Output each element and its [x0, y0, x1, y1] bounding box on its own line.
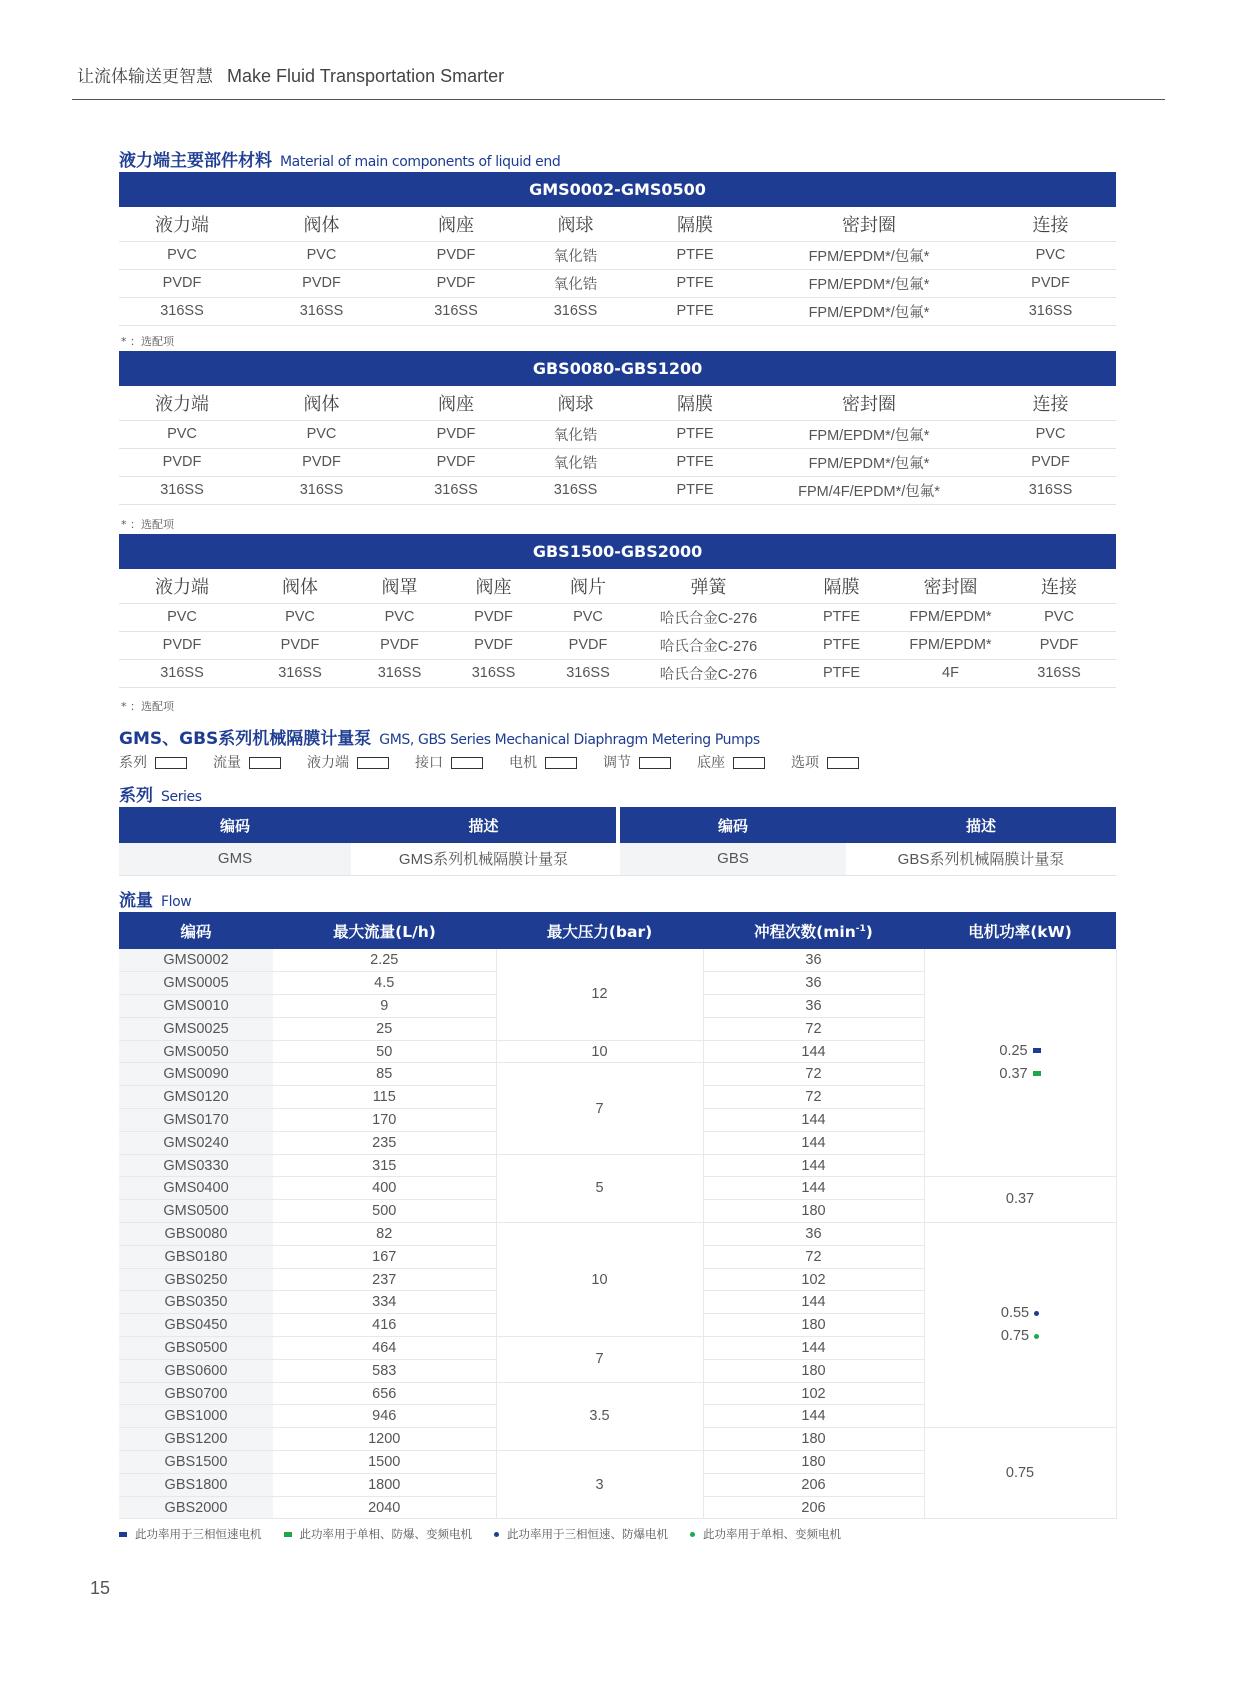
stroke-rate: 72 [703, 1063, 924, 1086]
selector-box [827, 757, 859, 769]
model-range-band: GBS0080-GBS1200 [119, 351, 1116, 386]
stroke-exponent: -1 [855, 923, 866, 934]
model-code: GBS0350 [119, 1291, 273, 1314]
model-code: GMS0170 [119, 1109, 273, 1132]
model-code: GBS1200 [119, 1428, 273, 1451]
model-code: GMS0120 [119, 1086, 273, 1109]
material-cell: PVDF [355, 631, 444, 659]
material-header: 阀片 [543, 569, 633, 603]
model-code: GBS1000 [119, 1405, 273, 1428]
stroke-rate: 180 [703, 1200, 924, 1223]
model-code: GMS0050 [119, 1040, 273, 1063]
power-value [925, 1462, 1116, 1485]
power-value [925, 1325, 1116, 1348]
material-cell: 氧化锆 [514, 420, 637, 448]
material-cell: FPM/EPDM*/包氟* [753, 420, 985, 448]
table-row [119, 659, 1116, 687]
material-cell: 316SS [245, 297, 398, 325]
model-code: GMS0330 [119, 1154, 273, 1177]
material-cell: FPM/4F/EPDM*/包氟* [753, 476, 985, 504]
selector-item [119, 752, 187, 772]
material-header: 隔膜 [637, 207, 753, 241]
legend-text: 此功率用于三相恒速、防爆电机 [507, 1527, 668, 1541]
stroke-rate: 144 [703, 1154, 924, 1177]
stroke-rate: 206 [703, 1473, 924, 1496]
selector-label: 接口 [415, 755, 443, 771]
stroke-label-close: ) [865, 922, 873, 941]
material-cell: PVDF [398, 448, 514, 476]
max-flow: 1800 [273, 1473, 496, 1496]
stroke-rate: 102 [703, 1382, 924, 1405]
stroke-rate: 144 [703, 1177, 924, 1200]
model-code: GBS0500 [119, 1337, 273, 1360]
header-divider [72, 99, 1165, 100]
selector-label: 系列 [119, 755, 147, 771]
series-title [119, 781, 202, 806]
legend-item [494, 1526, 668, 1542]
material-header: 连接 [985, 207, 1116, 241]
max-pressure: 7 [496, 1063, 703, 1154]
max-flow: 500 [273, 1200, 496, 1223]
dot-marker-icon [1034, 1311, 1039, 1316]
selector-item [213, 752, 281, 772]
stroke-rate: 72 [703, 1017, 924, 1040]
series-code-gms: GMS [119, 843, 351, 875]
materials-title [119, 146, 560, 171]
dot-marker-icon [1034, 1334, 1039, 1339]
table-row [119, 476, 1116, 504]
material-cell: PVC [1002, 603, 1116, 631]
selector-item [697, 752, 765, 772]
motor-power [924, 949, 1116, 1177]
material-cell: FPM/EPDM* [899, 631, 1002, 659]
material-cell: 316SS [119, 659, 245, 687]
model-code: GBS0250 [119, 1268, 273, 1291]
material-cell: PVDF [119, 631, 245, 659]
material-header: 隔膜 [637, 386, 753, 420]
page-header [77, 62, 504, 87]
model-code: GBS1500 [119, 1451, 273, 1474]
material-cell: PTFE [637, 476, 753, 504]
material-cell: PVDF [119, 269, 245, 297]
material-header: 密封圈 [899, 569, 1002, 603]
max-flow: 2.25 [273, 949, 496, 972]
material-cell: PVC [119, 420, 245, 448]
selector-label: 液力端 [307, 755, 349, 771]
materials-table-gms [119, 172, 1116, 326]
table-row [119, 949, 1116, 972]
flow-title [119, 886, 191, 911]
motor-power [924, 1177, 1116, 1223]
series-desc-gms: GMS系列机械隔膜计量泵 [351, 843, 616, 875]
material-cell: 316SS [514, 476, 637, 504]
pumps-title-cn: GMS、GBS系列机械隔膜计量泵 [119, 729, 372, 749]
series-title-cn: 系列 [119, 786, 153, 806]
material-cell: 316SS [245, 476, 398, 504]
dot-marker-icon [494, 1532, 499, 1537]
material-cell: PVDF [1002, 631, 1116, 659]
material-cell: PVC [245, 241, 398, 269]
material-cell: FPM/EPDM* [899, 603, 1002, 631]
stroke-rate: 144 [703, 1291, 924, 1314]
flow-title-en: Flow [161, 894, 192, 910]
selector-box [249, 757, 281, 769]
series-header-desc: 描述 [351, 807, 616, 843]
selector-label: 底座 [697, 755, 725, 771]
square-marker-icon [119, 1532, 127, 1537]
max-flow: 82 [273, 1223, 496, 1246]
legend-text: 此功率用于单相、防爆、变频电机 [299, 1527, 472, 1541]
material-cell: PTFE [784, 631, 899, 659]
table-row [119, 631, 1116, 659]
flow-table [119, 912, 1117, 1519]
table-row [119, 603, 1116, 631]
material-cell: PVDF [398, 241, 514, 269]
material-cell: PTFE [637, 448, 753, 476]
max-pressure: 12 [496, 949, 703, 1040]
material-header: 液力端 [119, 207, 245, 241]
selector-box [357, 757, 389, 769]
material-cell: PVDF [245, 448, 398, 476]
material-cell: 316SS [119, 476, 245, 504]
material-cell: 氧化锆 [514, 448, 637, 476]
series-header-code: 编码 [119, 807, 351, 843]
selector-label: 流量 [213, 755, 241, 771]
max-pressure: 3.5 [496, 1382, 703, 1450]
material-cell: PVDF [985, 448, 1116, 476]
material-cell: 316SS [514, 297, 637, 325]
material-cell: PTFE [637, 297, 753, 325]
model-code: GMS0400 [119, 1177, 273, 1200]
material-header: 阀座 [398, 207, 514, 241]
material-cell: 氧化锆 [514, 269, 637, 297]
max-flow: 315 [273, 1154, 496, 1177]
model-code: GBS0600 [119, 1359, 273, 1382]
model-code-selector [119, 752, 885, 772]
stroke-rate: 206 [703, 1496, 924, 1519]
table-row [119, 269, 1116, 297]
material-cell: 316SS [398, 476, 514, 504]
max-pressure: 5 [496, 1154, 703, 1222]
flow-header-max-flow: 最大流量(L/h) [273, 912, 496, 949]
material-cell: PVDF [985, 269, 1116, 297]
model-range-band: GMS0002-GMS0500 [119, 172, 1116, 207]
stroke-rate: 36 [703, 1223, 924, 1246]
power-text: 0.25 [999, 1042, 1028, 1059]
table-row [119, 1223, 1116, 1246]
material-cell: PTFE [637, 420, 753, 448]
flow-header-stroke [703, 912, 924, 949]
max-flow: 50 [273, 1040, 496, 1063]
selector-label: 调节 [603, 755, 631, 771]
max-flow: 85 [273, 1063, 496, 1086]
max-pressure: 7 [496, 1337, 703, 1383]
max-flow: 334 [273, 1291, 496, 1314]
material-header: 阀座 [398, 386, 514, 420]
material-header: 阀罩 [355, 569, 444, 603]
materials-table-gbs-large [119, 534, 1116, 688]
table-row [119, 448, 1116, 476]
material-cell: FPM/EPDM*/包氟* [753, 448, 985, 476]
material-cell: PVDF [444, 603, 543, 631]
model-code: GBS0080 [119, 1223, 273, 1246]
power-value [925, 1302, 1116, 1325]
optional-note: * ：选配项 [121, 335, 174, 348]
stroke-rate: 144 [703, 1040, 924, 1063]
optional-note: * ：选配项 [121, 700, 174, 713]
power-value [925, 1188, 1116, 1211]
series-header-code: 编码 [620, 807, 846, 843]
material-cell: FPM/EPDM*/包氟* [753, 297, 985, 325]
max-flow: 656 [273, 1382, 496, 1405]
material-header: 液力端 [119, 569, 245, 603]
model-code: GMS0240 [119, 1131, 273, 1154]
material-header: 阀球 [514, 386, 637, 420]
max-flow: 1500 [273, 1451, 496, 1474]
material-cell: PVC [119, 241, 245, 269]
material-header: 密封圈 [753, 207, 985, 241]
selector-box [545, 757, 577, 769]
material-cell: PVDF [119, 448, 245, 476]
stroke-rate: 102 [703, 1268, 924, 1291]
material-cell: 316SS [245, 659, 355, 687]
series-desc-gbs: GBS系列机械隔膜计量泵 [846, 843, 1116, 875]
max-pressure: 10 [496, 1040, 703, 1063]
square-marker-icon [284, 1532, 292, 1537]
material-cell: PVC [543, 603, 633, 631]
model-code: GMS0090 [119, 1063, 273, 1086]
selector-item [509, 752, 577, 772]
model-code: GMS0025 [119, 1017, 273, 1040]
model-code: GMS0002 [119, 949, 273, 972]
material-cell: PVC [985, 420, 1116, 448]
material-cell: 316SS [985, 297, 1116, 325]
selector-item [791, 752, 859, 772]
stroke-rate: 144 [703, 1337, 924, 1360]
selector-label: 电机 [509, 755, 537, 771]
legend-item [284, 1526, 473, 1542]
header-cn: 让流体输送更智慧 [77, 67, 213, 87]
motor-power [924, 1428, 1116, 1519]
legend-text: 此功率用于单相、变频电机 [703, 1527, 841, 1541]
material-cell: PVC [245, 603, 355, 631]
legend-item [690, 1526, 841, 1542]
legend-item [119, 1526, 262, 1542]
series-code-gbs: GBS [620, 843, 846, 875]
stroke-rate: 144 [703, 1405, 924, 1428]
flow-header-max-pressure: 最大压力(bar) [496, 912, 703, 949]
dot-marker-icon [690, 1532, 695, 1537]
series-title-en: Series [161, 789, 202, 805]
material-cell: 316SS [444, 659, 543, 687]
material-header: 密封圈 [753, 386, 985, 420]
material-cell: PVDF [444, 631, 543, 659]
power-text: 0.37 [1005, 1191, 1035, 1208]
power-text: 0.37 [999, 1065, 1028, 1082]
material-cell: PTFE [637, 241, 753, 269]
table-row [119, 420, 1116, 448]
material-header: 液力端 [119, 386, 245, 420]
max-flow: 946 [273, 1405, 496, 1428]
page-number: 15 [90, 1578, 111, 1598]
max-pressure: 3 [496, 1451, 703, 1519]
selector-item [415, 752, 483, 772]
stroke-rate: 180 [703, 1314, 924, 1337]
material-cell: 316SS [355, 659, 444, 687]
stroke-rate: 36 [703, 995, 924, 1018]
material-header: 阀座 [444, 569, 543, 603]
material-cell: 氧化锆 [514, 241, 637, 269]
stroke-rate: 180 [703, 1359, 924, 1382]
stroke-rate: 144 [703, 1131, 924, 1154]
material-header: 阀体 [245, 207, 398, 241]
model-code: GBS0180 [119, 1245, 273, 1268]
material-cell: PVDF [398, 269, 514, 297]
material-cell: PTFE [784, 603, 899, 631]
stroke-rate: 72 [703, 1245, 924, 1268]
stroke-rate: 180 [703, 1428, 924, 1451]
power-legend [119, 1526, 863, 1542]
header-en: Make Fluid Transportation Smarter [227, 66, 505, 86]
material-cell: 316SS [1002, 659, 1116, 687]
model-code: GBS0700 [119, 1382, 273, 1405]
max-flow: 416 [273, 1314, 496, 1337]
power-value [925, 1063, 1116, 1086]
material-header: 阀体 [245, 569, 355, 603]
material-cell: 4F [899, 659, 1002, 687]
series-table [119, 807, 1116, 876]
material-cell: PVDF [245, 269, 398, 297]
max-flow: 464 [273, 1337, 496, 1360]
motor-power [924, 1223, 1116, 1428]
material-header: 弹簧 [633, 569, 784, 603]
selector-box [639, 757, 671, 769]
stroke-rate: 36 [703, 972, 924, 995]
material-cell: FPM/EPDM*/包氟* [753, 269, 985, 297]
table-row [119, 241, 1116, 269]
materials-table-gbs-small [119, 351, 1116, 505]
table-row [119, 297, 1116, 325]
max-flow: 400 [273, 1177, 496, 1200]
material-cell: 316SS [985, 476, 1116, 504]
max-flow: 235 [273, 1131, 496, 1154]
stroke-rate: 144 [703, 1109, 924, 1132]
selector-item [603, 752, 671, 772]
material-header: 连接 [985, 386, 1116, 420]
selector-item [307, 752, 389, 772]
selector-box [733, 757, 765, 769]
material-cell: PVDF [543, 631, 633, 659]
square-marker-icon [1033, 1071, 1041, 1076]
material-cell: PVC [985, 241, 1116, 269]
power-text: 0.75 [1000, 1328, 1030, 1345]
model-code: GMS0005 [119, 972, 273, 995]
material-cell: PVC [245, 420, 398, 448]
max-flow: 4.5 [273, 972, 496, 995]
model-code: GBS1800 [119, 1473, 273, 1496]
stroke-rate: 36 [703, 949, 924, 972]
pumps-title-en: GMS, GBS Series Mechanical Diaphragm Metering Pumps [379, 732, 760, 748]
max-flow: 115 [273, 1086, 496, 1109]
material-header: 阀体 [245, 386, 398, 420]
material-cell: 哈氏合金C-276 [633, 631, 784, 659]
max-flow: 1200 [273, 1428, 496, 1451]
series-header-desc: 描述 [846, 807, 1116, 843]
material-cell: FPM/EPDM*/包氟* [753, 241, 985, 269]
max-flow: 2040 [273, 1496, 496, 1519]
stroke-rate: 180 [703, 1451, 924, 1474]
power-value [925, 1040, 1116, 1063]
material-header: 隔膜 [784, 569, 899, 603]
selector-box [451, 757, 483, 769]
selector-label: 选项 [791, 755, 819, 771]
model-code: GBS2000 [119, 1496, 273, 1519]
stroke-label: 冲程次数(min [754, 922, 856, 941]
material-header: 阀球 [514, 207, 637, 241]
model-range-band: GBS1500-GBS2000 [119, 534, 1116, 569]
material-cell: PTFE [784, 659, 899, 687]
stroke-rate: 72 [703, 1086, 924, 1109]
flow-header-code: 编码 [119, 912, 273, 949]
pumps-title [119, 724, 760, 749]
materials-title-cn: 液力端主要部件材料 [119, 151, 272, 171]
power-text: 0.75 [1005, 1464, 1035, 1481]
flow-header-power: 电机功率(kW) [924, 912, 1116, 949]
max-flow: 583 [273, 1359, 496, 1382]
max-flow: 170 [273, 1109, 496, 1132]
legend-text: 此功率用于三相恒速电机 [135, 1527, 262, 1541]
flow-title-cn: 流量 [119, 891, 153, 911]
material-cell: PVDF [398, 420, 514, 448]
material-cell: PVC [119, 603, 245, 631]
material-cell: PVDF [245, 631, 355, 659]
selector-box [155, 757, 187, 769]
max-flow: 237 [273, 1268, 496, 1291]
model-code: GMS0010 [119, 995, 273, 1018]
material-cell: 316SS [398, 297, 514, 325]
power-text: 0.55 [1000, 1305, 1030, 1322]
model-code: GMS0500 [119, 1200, 273, 1223]
material-cell: 316SS [543, 659, 633, 687]
max-flow: 25 [273, 1017, 496, 1040]
materials-title-en: Material of main components of liquid end [280, 154, 561, 170]
optional-note: * ：选配项 [121, 518, 174, 531]
material-cell: PVC [355, 603, 444, 631]
material-cell: 哈氏合金C-276 [633, 659, 784, 687]
material-cell: 316SS [119, 297, 245, 325]
material-header: 连接 [1002, 569, 1116, 603]
max-flow: 9 [273, 995, 496, 1018]
material-cell: PTFE [637, 269, 753, 297]
material-cell: 哈氏合金C-276 [633, 603, 784, 631]
model-code: GBS0450 [119, 1314, 273, 1337]
max-flow: 167 [273, 1245, 496, 1268]
max-pressure: 10 [496, 1223, 703, 1337]
square-marker-icon [1033, 1048, 1041, 1053]
